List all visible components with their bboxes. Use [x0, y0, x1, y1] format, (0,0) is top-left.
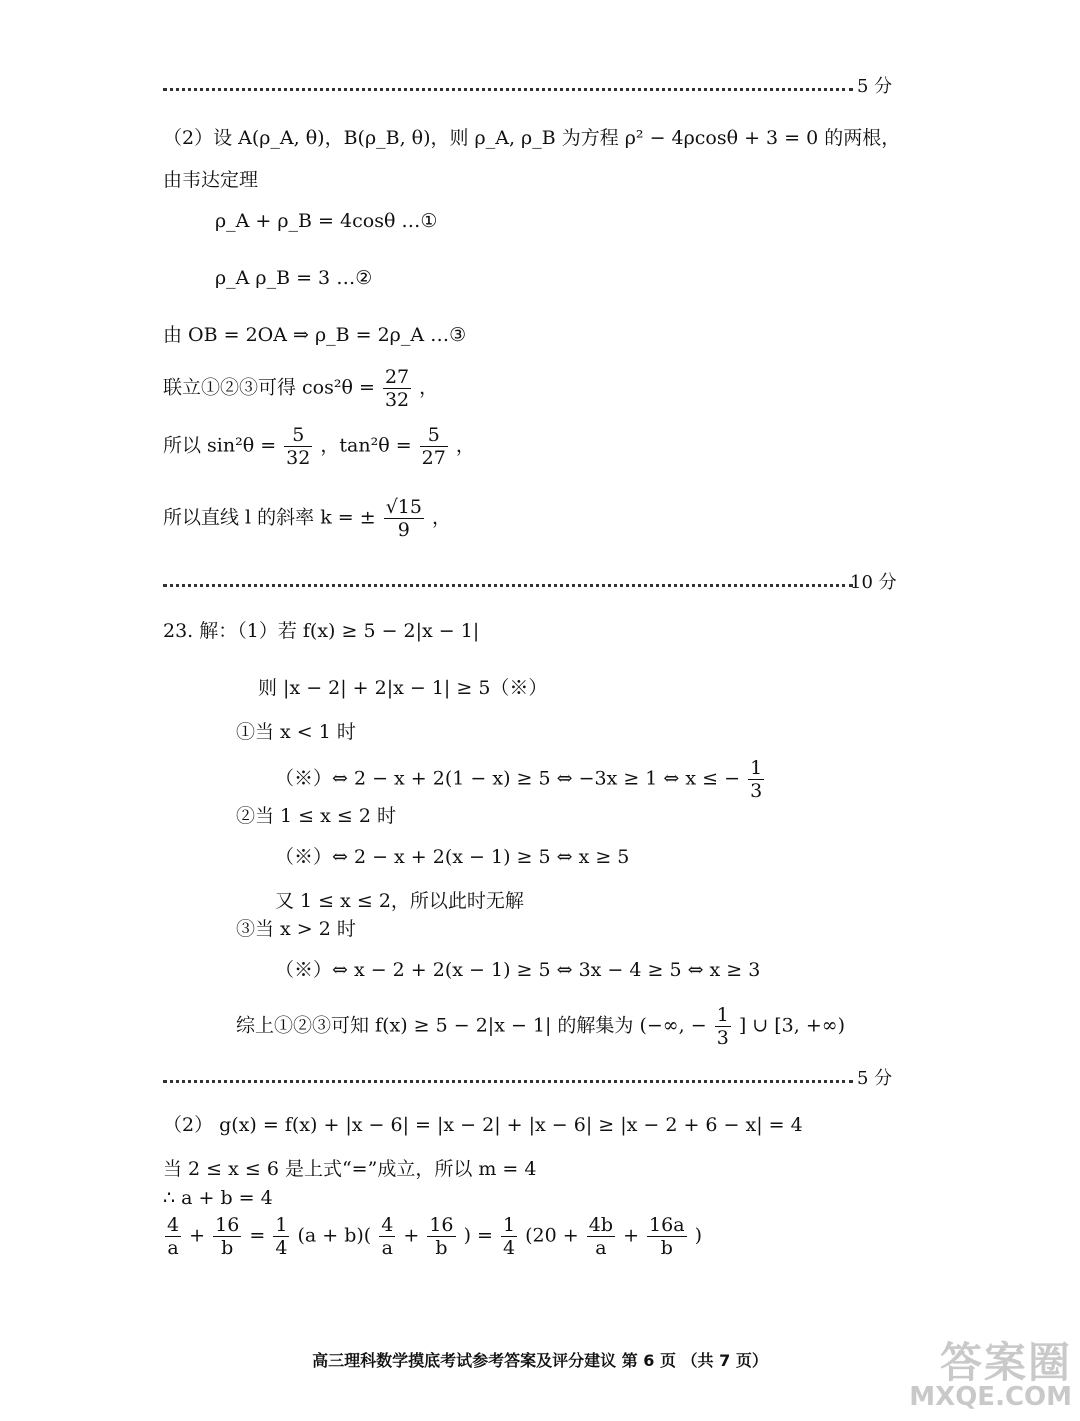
equality-line: 当 2 ≤ x ≤ 6 是上式“=”成立，所以 m = 4 [163, 1158, 537, 1180]
fraction: $\frac{4b}{a}$ [588, 1214, 614, 1259]
case1-body: （※）⇔ 2 − x + 2(1 − x) ≥ 5 ⇔ −3x ≥ 1 ⇔ x ≤ − $\frac{1}{3}$ [275, 757, 763, 802]
fraction: $\frac{27}{32}$ [384, 366, 410, 411]
sin-tan-line: 所以 sin²θ = $\frac{5}{32}$ ，tan²θ = $\frac{5}{27}$ ， [163, 424, 475, 469]
fraction: $\frac{1}{4}$ [503, 1214, 516, 1259]
combine-line: 联立①②③可得 cos²θ = $\frac{27}{32}$ ， [163, 366, 439, 411]
fraction: $\frac{1}{4}$ [275, 1214, 288, 1259]
fraction: $\frac{1}{3}$ [716, 1004, 729, 1049]
final-equation: $\frac{4}{a}$ + $\frac{16}{b}$ = $\frac{1}{4}$ (a + b)( $\frac{4}{a}$ + $\frac{16}{b}$ ) = $\frac{1}{4}$ (20 + $\frac{4b}{a}$ + $\frac{16a}{b}$ ) [167, 1214, 703, 1259]
fraction: $\frac{5}{27}$ [421, 424, 446, 469]
score-label: 10 分 [850, 572, 897, 593]
dotted-leader [163, 84, 853, 91]
case1-head: ①当 x < 1 时 [236, 721, 356, 743]
equation-3: 由 OB = 2OA ⇒ ρ_B = 2ρ_A …③ [163, 324, 467, 346]
slope-line: 所以直线 l 的斜率 k = ± $\frac{√15}{9}$ ， [163, 496, 452, 541]
part2b-line: （2） g(x) = f(x) + |x − 6| = |x − 2| + |x − 6| ≥ |x − 2 + 6 − x| = 4 [163, 1114, 803, 1136]
equation-1: ρ_A + ρ_B = 4cosθ …① [215, 210, 438, 232]
page-footer: 高三理科数学摸底考试参考答案及评分建议 第 6 页 （共 7 页） [312, 1351, 768, 1370]
fraction: $\frac{4}{a}$ [167, 1214, 180, 1259]
fraction: $\frac{4}{a}$ [381, 1214, 394, 1259]
score-label: 5 分 [857, 76, 893, 97]
summary-line: 综上①②③可知 f(x) ≥ 5 − 2|x − 1| 的解集为 (−∞, − $\frac{1}{3}$ ] ∪ [3, +∞) [236, 1004, 845, 1049]
fraction: $\frac{16a}{b}$ [649, 1214, 685, 1259]
case2-head: ②当 1 ≤ x ≤ 2 时 [236, 805, 396, 827]
dotted-leader [163, 580, 853, 587]
case2-body: （※）⇔ 2 − x + 2(x − 1) ≥ 5 ⇔ x ≥ 5 [275, 846, 630, 868]
watermark-url: MXQE.COM [909, 1382, 1072, 1412]
case2-note: 又 1 ≤ x ≤ 2，所以此时无解 [275, 890, 524, 912]
equation-2: ρ_A ρ_B = 3 …② [215, 267, 373, 289]
q23-title: 23. 解：（1）若 f(x) ≥ 5 − 2|x − 1| [163, 620, 480, 642]
dotted-leader [163, 1076, 853, 1083]
score-label: 5 分 [857, 1068, 893, 1089]
case3-head: ③当 x > 2 时 [236, 918, 356, 940]
vieta-intro: 由韦达定理 [163, 169, 259, 191]
therefore-line: ∴ a + b = 4 [163, 1187, 273, 1209]
then-line: 则 |x − 2| + 2|x − 1| ≥ 5（※） [258, 677, 548, 699]
fraction: $\frac{1}{3}$ [750, 757, 763, 802]
watermark-logo: 答案圈 [939, 1338, 1072, 1387]
case3-body: （※）⇔ x − 2 + 2(x − 1) ≥ 5 ⇔ 3x − 4 ≥ 5 ⇔ x ≥ 3 [275, 959, 761, 981]
part2-intro: （2）设 A(ρ_A, θ)，B(ρ_B, θ)，则 ρ_A, ρ_B 为方程 ρ² − 4ρcosθ + 3 = 0 的两根， [163, 127, 901, 149]
fraction: $\frac{16}{b}$ [215, 1214, 240, 1259]
fraction: $\frac{√15}{9}$ [385, 496, 422, 541]
fraction: $\frac{16}{b}$ [429, 1214, 454, 1259]
fraction: $\frac{5}{32}$ [286, 424, 311, 469]
